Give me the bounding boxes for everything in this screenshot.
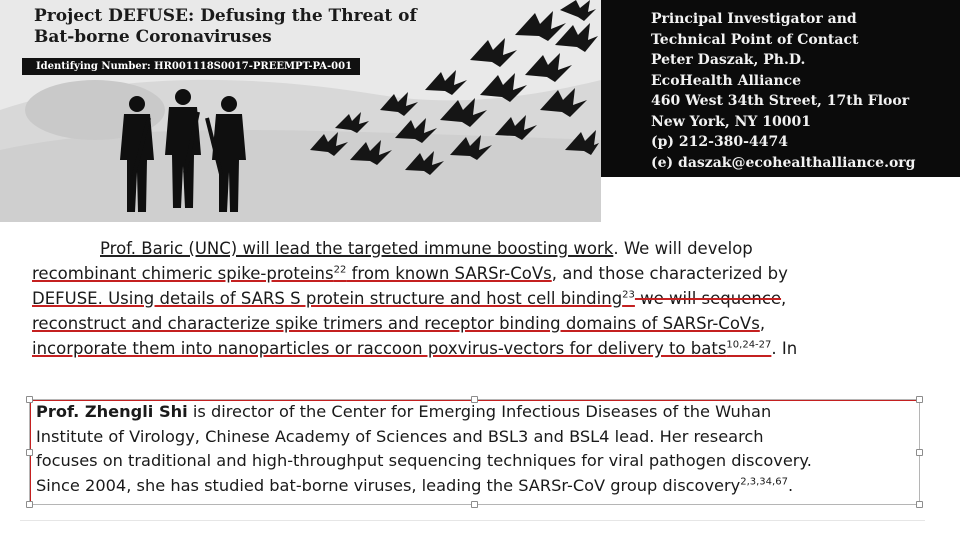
contact-phone: (p) 212-380-4474 xyxy=(651,134,788,150)
citation: 10,24-27 xyxy=(726,339,772,351)
text-run: Since 2004, she has studied bat-borne viruses, leading the SARSr-CoV group discovery xyxy=(36,475,741,495)
paragraph-line: Institute of Virology, Chinese Academy of Sciences and BSL3 and BSL4 lead. Her research xyxy=(36,426,764,446)
resize-handle-middle-left[interactable] xyxy=(26,449,33,456)
contact-panel xyxy=(601,0,960,177)
citation: 23 xyxy=(622,289,635,301)
text-run: , xyxy=(759,314,766,333)
bottom-divider xyxy=(20,520,925,521)
text-run: recombinant chimeric spike-proteins xyxy=(32,264,334,283)
resize-handle-middle-right[interactable] xyxy=(916,449,923,456)
paragraph-line xyxy=(32,336,932,361)
resize-handle-bottom-right[interactable] xyxy=(916,501,923,508)
project-header-banner xyxy=(0,0,601,222)
text-run: incorporate them into nanoparticles or raccoon poxvirus-vectors for delivery to bats xyxy=(32,339,727,358)
text-run: . In xyxy=(771,339,798,358)
baric-lead-sentence: Prof. Baric (UNC) will lead the targeted immune boosting work xyxy=(100,239,614,258)
shi-paragraph xyxy=(36,400,916,498)
citation: 22 xyxy=(333,264,347,276)
resize-handle-bottom-middle[interactable] xyxy=(471,501,478,508)
contact-line: EcoHealth Alliance xyxy=(651,72,802,89)
red-underlined-text xyxy=(32,339,771,358)
text-run: DEFUSE. Using details of SARS S protein structure and host cell binding xyxy=(32,289,623,308)
shi-name: Prof. Zhengli Shi xyxy=(36,402,188,421)
resize-handle-top-left[interactable] xyxy=(26,396,33,403)
red-underlined-text: reconstruct and characterize spike trimers and receptor binding domains of SARSr-CoVs xyxy=(32,314,760,333)
red-underlined-text xyxy=(32,264,552,283)
paragraph-line xyxy=(36,400,916,425)
text-run: . xyxy=(787,475,794,495)
paragraph-line xyxy=(32,286,932,311)
contact-email: (e) daszak@ecohealthalliance.org xyxy=(651,154,916,171)
red-underlined-text xyxy=(32,289,635,308)
paragraph-line xyxy=(32,311,932,336)
contact-list xyxy=(651,9,915,173)
contact-line: Peter Daszak, Ph.D. xyxy=(651,52,806,68)
citation: 2,3,34,67 xyxy=(740,476,788,488)
contact-line: 460 West 34th Street, 17th Floor xyxy=(651,93,910,109)
contact-line: New York, NY 10001 xyxy=(651,113,811,130)
identifying-number-bar: Identifying Number: HR001118S0017-PREEMPT-PA-001 xyxy=(22,58,360,75)
contact-line: Principal Investigator and xyxy=(651,11,857,27)
text-run: is director of the Center for Emerging Infectious Diseases of the Wuhan xyxy=(187,402,772,421)
paragraph-line xyxy=(32,236,932,261)
contact-line: Technical Point of Contact xyxy=(651,31,859,48)
red-strikethrough-text: we will sequence xyxy=(634,289,782,308)
resize-handle-bottom-left[interactable] xyxy=(26,501,33,508)
text-run: , xyxy=(781,289,787,308)
paragraph-line xyxy=(36,474,916,499)
resize-handle-top-right[interactable] xyxy=(916,396,923,403)
paragraph-line: focuses on traditional and high-throughput sequencing techniques for viral pathogen discovery. xyxy=(36,451,812,470)
baric-paragraph xyxy=(32,236,932,361)
project-title: Project DEFUSE: Defusing the Threat of Bat-borne Coronaviruses xyxy=(34,6,417,47)
text-run: , and those characterized by xyxy=(551,264,788,283)
text-run: from known SARSr-CoVs xyxy=(346,264,552,283)
text-run: . We will develop xyxy=(613,239,753,258)
paragraph-line xyxy=(32,261,932,286)
